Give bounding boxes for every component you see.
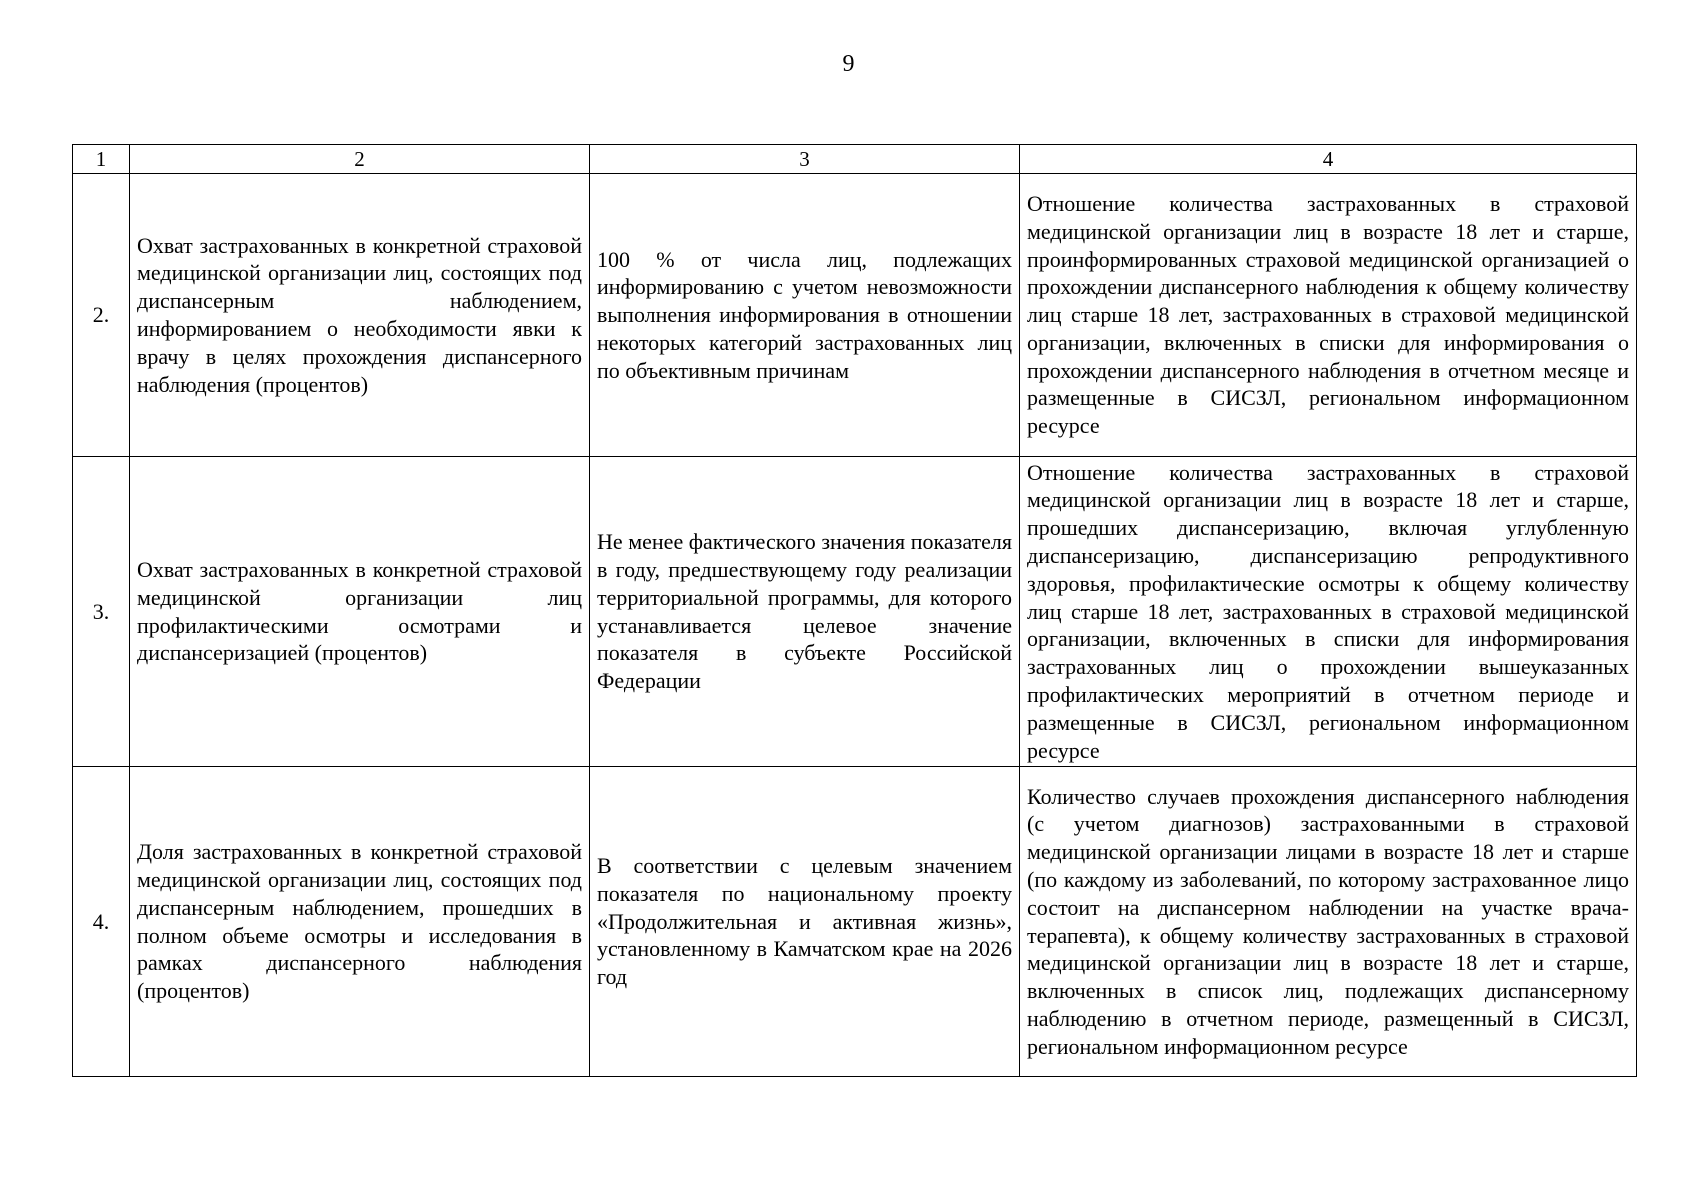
row-number: 3. — [73, 457, 130, 767]
calculation-method: Количество случаев прохождения диспансерного наблюдения (с учетом диагнозов) застрахованными в страховой медицинской организации лицами в возрасте 18 лет и старше (по каждому из заболеваний, по которому застрахованное лицо состоит на диспансерном наблюдении на участке врача-терапевта), к общему количеству застрахованных в страховой медицинской организации лиц в возрасте 18 лет и старше, включенных в список лиц, подлежащих диспансерному наблюдению в отчетном периоде, размещенный в СИСЗЛ, региональном информационном ресурсе — [1020, 767, 1637, 1077]
target-value: Не менее фактического значения показателя в году, предшествующему году реализации территориальной программы, для которого устанавливается целевое значение показателя в субъекте Российской Федерации — [590, 457, 1020, 767]
indicators-table — [72, 144, 1637, 1077]
target-value: 100 % от числа лиц, подлежащих информированию с учетом невозможности выполнения информирования в отношении некоторых категорий застрахованных лиц по объективным причинам — [590, 174, 1020, 457]
indicator-name: Охват застрахованных в конкретной страховой медицинской организации лиц, состоящих под диспансерным наблюдением, информированием о необходимости явки к врачу в целях прохождения диспансерного наблюдения (процентов) — [130, 174, 590, 457]
table-header-row — [73, 145, 1637, 174]
target-value: В соответствии с целевым значением показателя по национальному проекту «Продолжительная и активная жизнь», установленному в Камчатском крае на 2026 год — [590, 767, 1020, 1077]
column-header-1: 1 — [73, 145, 130, 174]
table-row — [73, 457, 1637, 767]
column-header-3: 3 — [590, 145, 1020, 174]
column-header-4: 4 — [1020, 145, 1637, 174]
calculation-method: Отношение количества застрахованных в страховой медицинской организации лиц в возрасте 18 лет и старше, прошедших диспансеризацию, включая углубленную диспансеризацию, диспансеризацию репродуктивного здоровья, профилактические осмотры к общему количеству лиц старше 18 лет, застрахованных в страховой медицинской организации, включенных в списки для информирования застрахованных лиц о прохождении вышеуказанных профилактических мероприятий в отчетном периоде и размещенные в СИСЗЛ, региональном информационном ресурсе — [1020, 457, 1637, 767]
page-number: 9 — [842, 51, 855, 77]
table-row — [73, 767, 1637, 1077]
indicator-name: Доля застрахованных в конкретной страховой медицинской организации лиц, состоящих под диспансерным наблюдением, прошедших в полном объеме осмотры и исследования в рамках диспансерного наблюдения (процентов) — [130, 767, 590, 1077]
calculation-method: Отношение количества застрахованных в страховой медицинской организации лиц в возрасте 18 лет и старше, проинформированных страховой медицинской организацией о прохождении диспансерного наблюдения к общему количеству лиц старше 18 лет, застрахованных в страховой медицинской организации, включенных в списки для информирования о прохождении диспансерного наблюдения в отчетном месяце и размещенные в СИСЗЛ, региональном информационном ресурсе — [1020, 174, 1637, 457]
column-header-2: 2 — [130, 145, 590, 174]
table-row — [73, 174, 1637, 457]
indicator-name: Охват застрахованных в конкретной страховой медицинской организации лиц профилактическими осмотрами и диспансеризацией (процентов) — [130, 457, 590, 767]
row-number: 4. — [73, 767, 130, 1077]
row-number: 2. — [73, 174, 130, 457]
